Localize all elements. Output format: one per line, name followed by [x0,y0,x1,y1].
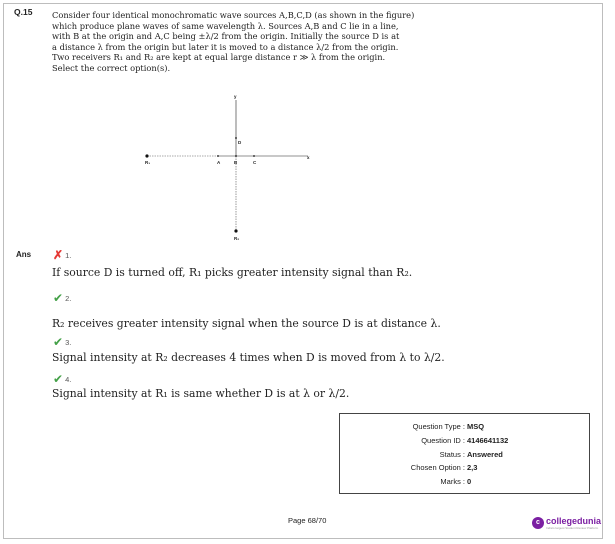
label-a: A [217,160,221,165]
label-d: D [238,140,242,145]
question-line: Two receivers R₁ and R₂ are kept at equal large distance r ≫ λ from the origin. [52,52,386,63]
info-label: Marks : [440,477,465,486]
check-icon: ✔ [53,335,64,349]
info-label: Question ID : [421,436,465,445]
label-b: B [234,160,238,165]
info-row-marks [340,477,472,486]
receiver-r1 [145,154,148,157]
info-label: Chosen Option : [410,463,465,472]
source-c [253,155,255,157]
question-line: Select the correct option(s). [52,62,171,73]
answer-label: Ans [16,250,32,259]
brand-logo [532,516,601,530]
info-label: Status : [439,450,465,459]
info-row-id [340,436,509,445]
option-number: 1. [65,250,72,260]
sources-figure [130,88,320,248]
receiver-r2 [234,229,237,232]
option-2-text: R₂ receives greater intensity signal when the source D is at distance λ. [52,317,441,330]
question-line: which produce plane waves of same wavelength λ. Sources A,B and C lie in a line, [52,20,399,31]
cross-icon: ✗ [53,248,64,262]
info-value: 2,3 [467,463,478,472]
info-value: MSQ [467,422,485,431]
source-d [235,137,237,139]
question-line: with B at the origin and A,C being ±λ/2 from the origin. Initially the source D is at [52,31,400,42]
question-line: Consider four identical monochromatic wave sources A,B,C,D (as shown in the figure) [52,10,415,20]
check-icon: ✔ [53,291,64,305]
question-number: Q.15 [14,7,33,17]
check-icon: ✔ [53,372,64,386]
question-info-box [339,413,590,494]
option-number: 4. [65,374,72,384]
option-number: 3. [65,337,72,347]
question-line: a distance λ from the origin but later it is moved to a distance λ/2 from the origin. [52,41,399,52]
info-value: 0 [467,477,472,486]
option-2-marker [53,292,71,304]
source-a [217,155,219,157]
label-r1: R₁ [145,160,151,165]
label-c: C [253,160,257,165]
brand-tagline: India's largest Student Review Platform [546,526,599,530]
info-row-status [340,450,503,459]
option-4-text: Signal intensity at R₁ is same whether D is at λ or λ/2. [52,387,350,400]
question-text [52,10,432,74]
logo-icon: c [532,517,544,529]
brand-name: collegedunia [546,516,602,526]
x-axis-label: x [307,155,310,160]
option-number: 2. [65,293,72,303]
info-row-type [340,422,485,431]
info-value: Answered [467,450,503,459]
label-r2: R₂ [234,236,240,241]
option-4-marker [53,373,71,385]
option-1-text: If source D is turned off, R₁ picks greater intensity signal than R₂. [52,266,413,279]
option-3-marker [53,336,71,348]
y-axis-label: y [234,94,237,99]
info-label: Question Type : [412,422,465,431]
option-3-text: Signal intensity at R₂ decreases 4 times when D is moved from λ to λ/2. [52,351,445,364]
info-value: 4146641132 [467,436,509,445]
info-row-chosen [340,463,478,472]
source-b [235,155,237,157]
option-1-marker [53,249,71,261]
page-number: Page 68/70 [288,516,327,525]
